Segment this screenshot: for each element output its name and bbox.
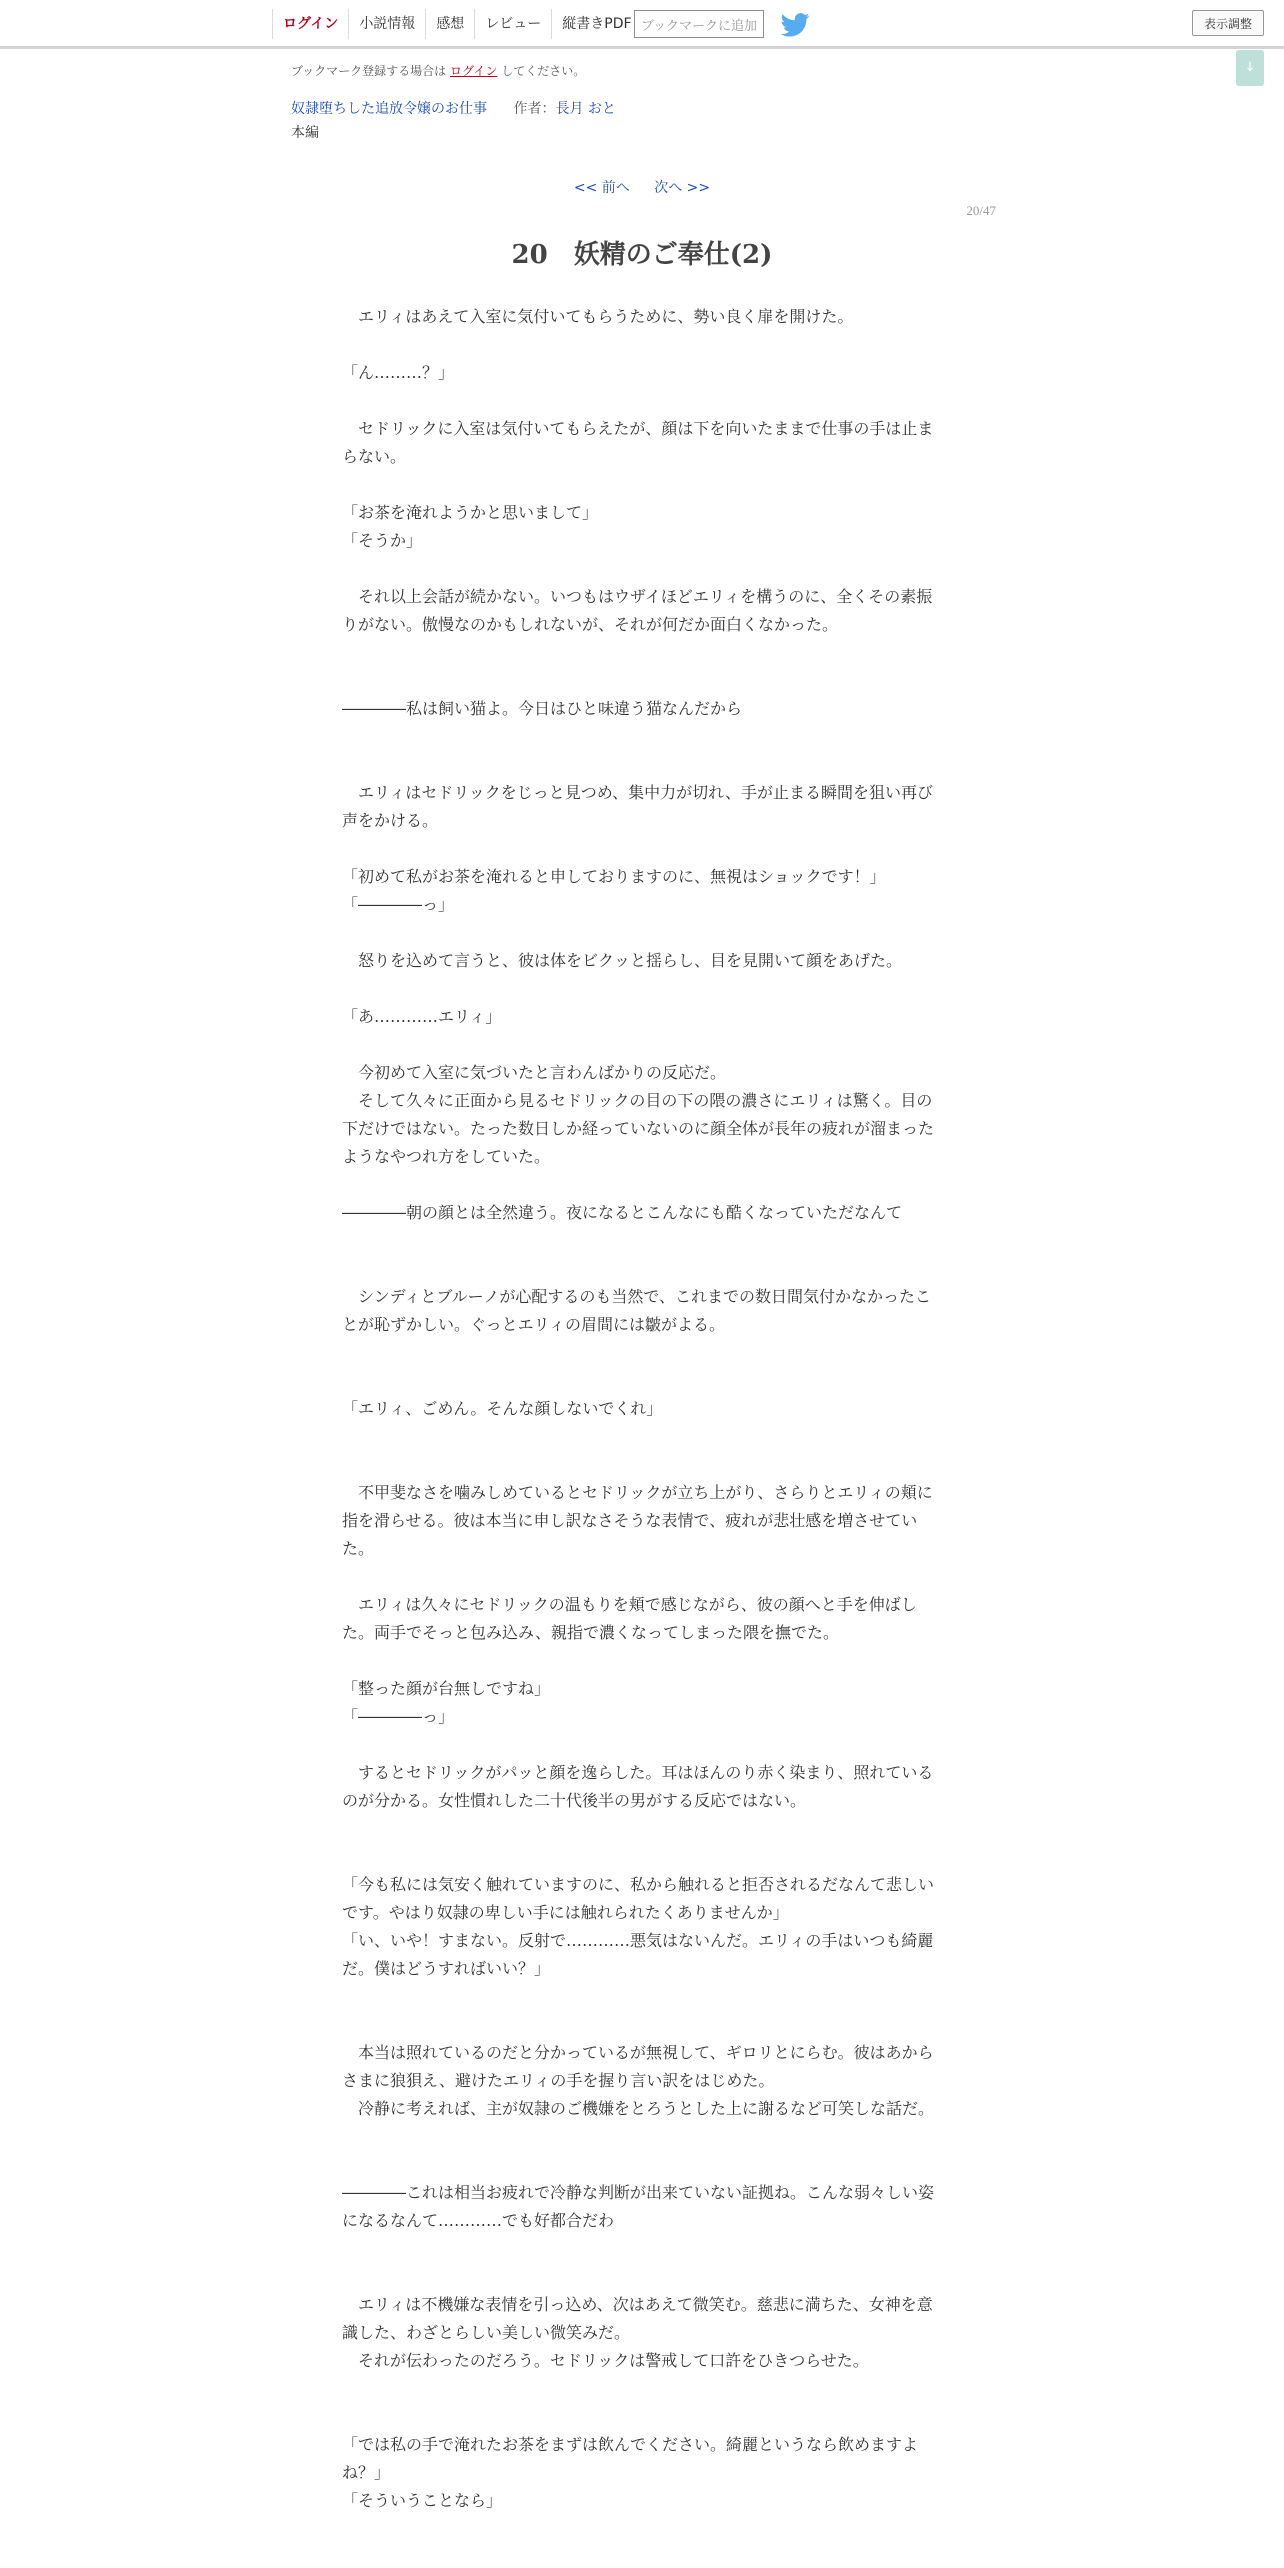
body-line: らない。 xyxy=(342,447,407,466)
novel-title-link[interactable]: 奴隷堕ちした追放令嬢のお仕事 xyxy=(291,101,487,117)
body-line: エリィはあえて入室に気付いてもらうために、勢い良く扉を開けた。 xyxy=(342,307,854,326)
next-page-link[interactable]: 次へ >> xyxy=(654,180,711,196)
chapter-label: 本編 xyxy=(291,125,319,141)
body-line: さまに狼狽え、避けたエリィの手を握り言い訳をはじめた。 xyxy=(342,2071,775,2090)
top-navigation xyxy=(0,0,1284,49)
nav-menu xyxy=(272,9,642,39)
body-line: ――――これは相当お疲れで冷静な判断が出来ていない証拠ね。こんな弱々しい姿 xyxy=(342,2183,935,2202)
body-line xyxy=(342,835,942,863)
author-label: 作者： xyxy=(513,101,556,117)
body-line: 「お茶を淹れようかと思いまして」 xyxy=(342,503,599,522)
nav-vertical-pdf-link[interactable]: 縦書きPDF xyxy=(551,9,641,39)
body-line: 「そういうことなら」 xyxy=(342,2491,503,2510)
body-line xyxy=(342,1227,942,1255)
body-line xyxy=(342,1255,942,1283)
body-line: のが分かる。女性慣れした二十代後半の男がする反応ではない。 xyxy=(342,1791,807,1810)
body-line: ようなやつれ方をしていた。 xyxy=(342,1147,551,1166)
body-line xyxy=(342,751,942,779)
body-line: エリィは久々にセドリックの温もりを頬で感じながら、彼の顔へと手を伸ばし xyxy=(342,1595,917,1614)
body-line xyxy=(342,2263,942,2291)
body-line: 指を滑らせる。彼は本当に申し訳なさそうな表情で、疲れが悲壮感を増させてい xyxy=(342,1511,918,1530)
body-line: ――――朝の顔とは全然違う。夜になるとこんなにも酷くなっていただなんて xyxy=(342,1203,903,1222)
novel-header xyxy=(291,98,616,118)
body-line xyxy=(342,1843,942,1871)
body-line xyxy=(342,555,942,583)
body-line xyxy=(342,2235,942,2263)
body-line: 声をかける。 xyxy=(342,811,439,830)
body-line: 「エリィ、ごめん。そんな顔しないでくれ」 xyxy=(342,1399,663,1418)
login-note-after: してください。 xyxy=(501,64,586,78)
novel-body xyxy=(342,303,942,2515)
body-line xyxy=(342,919,942,947)
scroll-down-icon[interactable]: ↓ xyxy=(1236,50,1264,86)
body-line xyxy=(342,723,942,751)
body-line: 怒りを込めて言うと、彼は体をビクッと揺らし、目を見開いて顔をあげた。 xyxy=(342,951,903,970)
prev-page-link[interactable]: << 前へ xyxy=(573,180,630,196)
body-line: です。やはり奴隷の卑しい手には触れられたくありませんか」 xyxy=(342,1903,789,1922)
body-line: 不甲斐なさを噛みしめているとセドリックが立ち上がり、さらりとエリィの頬に xyxy=(342,1483,933,1502)
body-line: 「――――っ」 xyxy=(342,895,455,914)
body-line: シンディとブルーノが心配するのも当然で、これまでの数日間気付かなかったこ xyxy=(342,1287,932,1306)
body-line xyxy=(342,1367,942,1395)
body-line: そして久々に正面から見るセドリックの目の下の隈の濃さにエリィは驚く。目の xyxy=(342,1091,933,1110)
body-line xyxy=(342,1983,942,2011)
body-line xyxy=(342,387,942,415)
body-line xyxy=(342,1031,942,1059)
body-line xyxy=(342,639,942,667)
body-line: セドリックに入室は気付いてもらえたが、顔は下を向いたままで仕事の手は止ま xyxy=(342,419,934,438)
body-line: 「あ…………エリィ」 xyxy=(342,1007,502,1026)
add-bookmark-button[interactable]: ブックマークに追加 xyxy=(634,10,764,38)
body-line xyxy=(342,1647,942,1675)
body-line: 「そうか」 xyxy=(342,531,423,550)
body-line: エリィは不機嫌な表情を引っ込め、次はあえて微笑む。慈悲に満ちた、女神を意 xyxy=(342,2295,933,2314)
body-line: りがない。傲慢なのかもしれないが、それが何だか面白くなかった。 xyxy=(342,615,839,634)
body-line: それが伝わったのだろう。セドリックは警戒して口許をひきつらせた。 xyxy=(342,2351,869,2370)
body-line: ――――私は飼い猫よ。今日はひと味違う猫なんだから xyxy=(342,699,743,718)
body-line: だ。僕はどうすればいい？」 xyxy=(342,1959,551,1978)
pager xyxy=(0,177,1284,197)
display-adjust-button[interactable]: 表示調整 xyxy=(1192,10,1264,36)
body-line: とが恥ずかしい。ぐっとエリィの眉間には皺がよる。 xyxy=(342,1315,726,1334)
body-line xyxy=(342,1451,942,1479)
body-line xyxy=(342,1815,942,1843)
nav-login-link[interactable]: ログイン xyxy=(272,9,348,39)
body-line: になるなんて…………でも好都合だわ xyxy=(342,2211,615,2230)
nav-impressions-link[interactable]: 感想 xyxy=(425,9,474,39)
body-line: た。両手でそっと包み込み、親指で濃くなってしまった隈を撫でた。 xyxy=(342,1623,839,1642)
body-line: 本当は照れているのだと分かっているが無視して、ギロリとにらむ。彼はあから xyxy=(342,2043,934,2062)
body-line xyxy=(342,1339,942,1367)
body-line xyxy=(342,667,942,695)
body-line: するとセドリックがパッと顔を逸らした。耳はほんのり赤く染まり、照れている xyxy=(342,1763,934,1782)
nav-novel-info-link[interactable]: 小説情報 xyxy=(348,9,425,39)
body-line xyxy=(342,2123,942,2151)
body-line xyxy=(342,2011,942,2039)
body-line: 「整った顔が台無しですね」 xyxy=(342,1679,551,1698)
body-line xyxy=(342,1171,942,1199)
body-line xyxy=(342,2151,942,2179)
body-line: それ以上会話が続かない。いつもはウザイほどエリィを構うのに、全くその素振 xyxy=(342,587,933,606)
body-line xyxy=(342,471,942,499)
episode-title: 20 妖精のご奉仕(2) xyxy=(511,240,773,270)
body-line xyxy=(342,2375,942,2403)
body-line: 「では私の手で淹れたお茶をまずは飲んでください。綺麗というなら飲めますよ xyxy=(342,2435,919,2454)
body-line: ね？」 xyxy=(342,2463,391,2482)
body-line xyxy=(342,975,942,1003)
body-line: 識した、わざとらしい美しい微笑みだ。 xyxy=(342,2323,631,2342)
bookmark-login-note xyxy=(291,62,585,79)
login-note-before: ブックマーク登録する場合は xyxy=(291,64,447,78)
body-line: た。 xyxy=(342,1539,375,1558)
body-line xyxy=(342,2403,942,2431)
body-line: 「初めて私がお茶を淹れると申しておりますのに、無視はショックです！」 xyxy=(342,867,886,886)
nav-review-link[interactable]: レビュー xyxy=(474,9,551,39)
body-line xyxy=(342,1731,942,1759)
author-link[interactable]: 長月 おと xyxy=(555,101,616,117)
body-line: 今初めて入室に気づいたと言わんばかりの反応だ。 xyxy=(342,1063,727,1082)
body-line: 下だけではない。たった数日しか経っていないのに顔全体が長年の疲れが溜まった xyxy=(342,1119,935,1138)
login-note-link[interactable]: ログイン xyxy=(450,64,498,78)
body-line: 「ん………？」 xyxy=(342,363,455,382)
body-line: 冷静に考えれば、主が奴隷のご機嫌をとろうとした上に謝るなど可笑しな話だ。 xyxy=(342,2099,935,2118)
body-line: 「い、いや！すまない。反射で…………悪気はないんだ。エリィの手はいつも綺麗 xyxy=(342,1931,934,1950)
body-line xyxy=(342,1563,942,1591)
twitter-bird-icon[interactable] xyxy=(780,13,810,37)
body-line xyxy=(342,1423,942,1451)
page-number: 20/47 xyxy=(966,203,996,218)
body-line: エリィはセドリックをじっと見つめ、集中力が切れ、手が止まる瞬間を狙い再び xyxy=(342,783,934,802)
body-line: 「――――っ」 xyxy=(342,1707,455,1726)
body-line: 「今も私には気安く触れていますのに、私から触れると拒否されるだなんて悲しい xyxy=(342,1875,935,1894)
body-line xyxy=(342,331,942,359)
